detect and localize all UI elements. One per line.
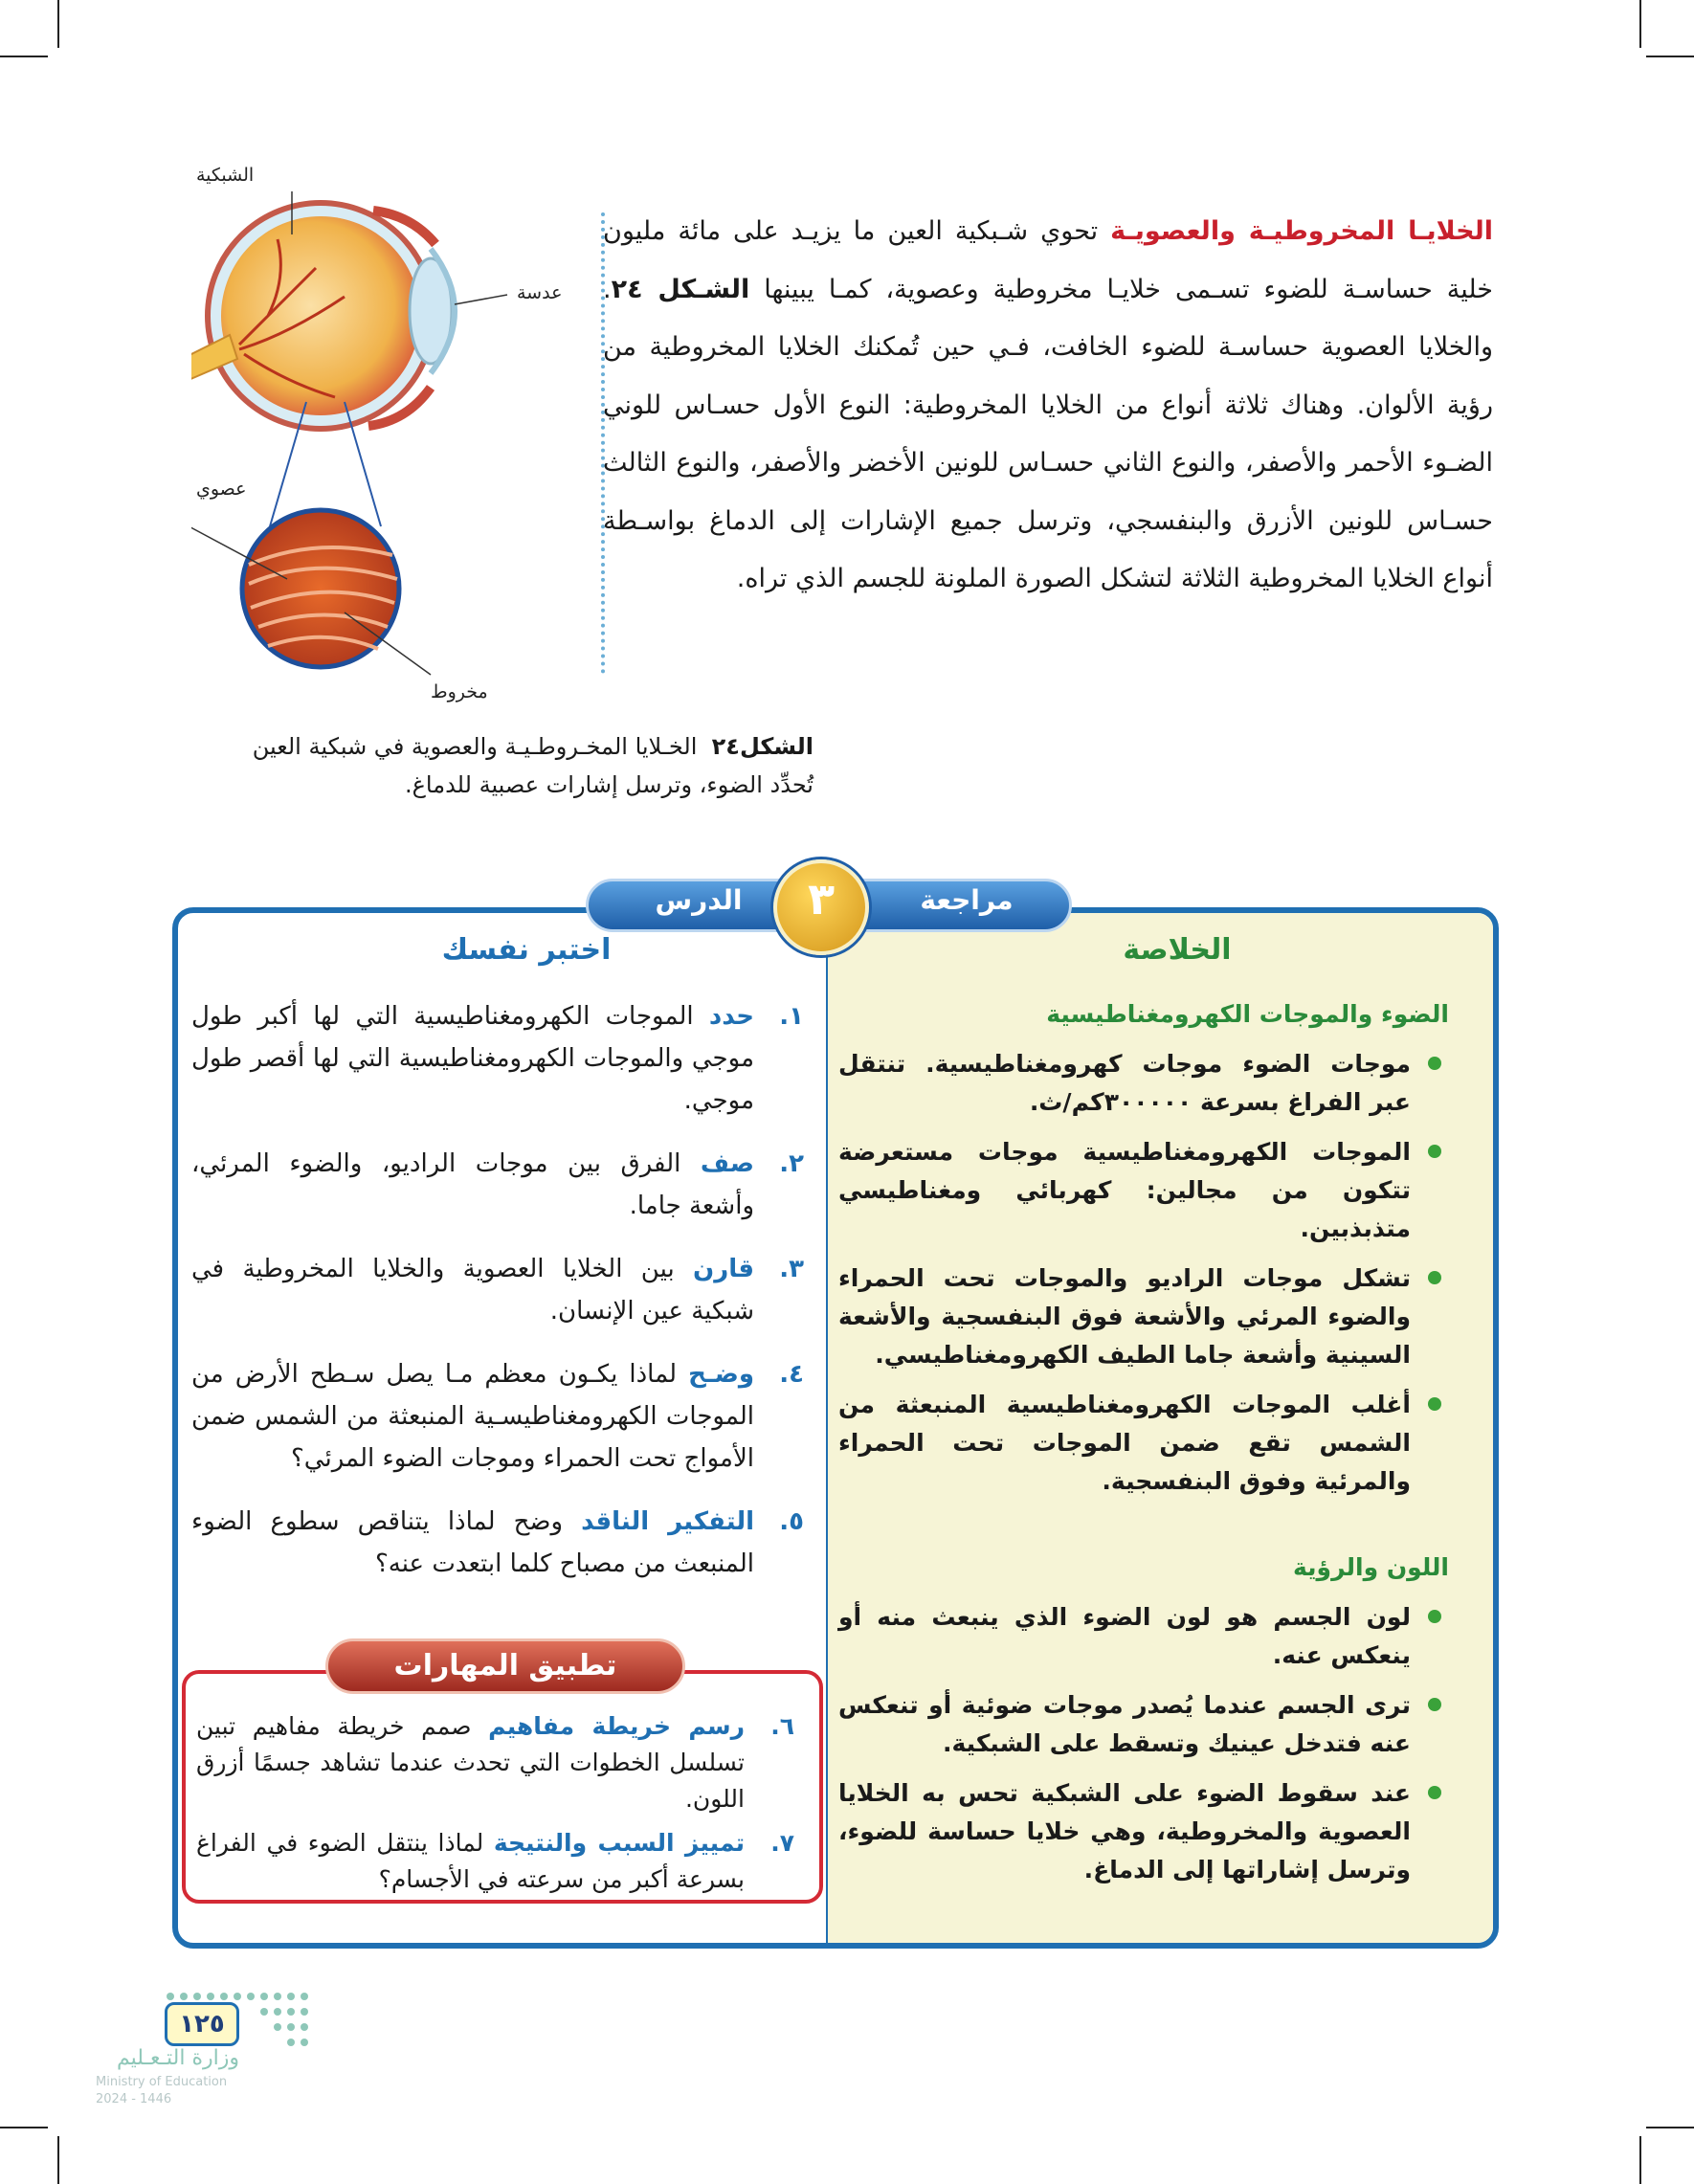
summary-title: الخلاصة: [1123, 933, 1232, 967]
question-number: ٤.: [779, 1360, 804, 1389]
list-item: عند سقوط الضوء على الشبكية تحس به الخلايا العصوية والمخروطية، وهي خلايا حساسة للضوء، وترسل إشاراتها إلى الدماغ.: [838, 1774, 1449, 1889]
self-test-title: اختبر نفسك: [441, 933, 612, 967]
skills-questions: [196, 1708, 794, 1898]
question-keyword: صف: [700, 1149, 754, 1178]
lens-pointer: [455, 295, 507, 304]
figure-caption: [239, 727, 814, 804]
summary-list-color: [838, 1598, 1449, 1901]
banner-number: ٣: [807, 873, 836, 925]
question-item: [196, 1825, 794, 1898]
column-divider: [826, 913, 828, 1943]
list-item: الموجات الكهرومغناطيسية موجات مستعرضة تتكون من مجالين: كهربائي ومغناطيسي متذبذبين.: [838, 1133, 1449, 1248]
article-figure-ref: الشـكل ٢٤: [611, 274, 750, 304]
summary-list-light: [838, 1045, 1449, 1512]
question-text: الفرق بين موجات الراديو، والضوء المرئي، وأشعة جاما.: [191, 1149, 754, 1220]
summary-section-color: اللون والرؤية: [1292, 1553, 1449, 1581]
label-lens: عدسة: [517, 282, 563, 303]
article-highlight: الخلايـا المخروطيـة والعصويـة: [1110, 216, 1493, 246]
label-retina: الشبكية: [196, 165, 255, 186]
banner-review-label: مراجعة: [920, 884, 1014, 916]
list-item: لون الجسم هو لون الضوء الذي ينبعث منه أو ينعكس عنه.: [838, 1598, 1449, 1675]
banner-lesson-label: الدرس: [655, 884, 743, 916]
article-part1: تحوي شـبكية العين ما يزيـد على مائة مليون خلية حساسـة للضوء تسـمى خلايـا مخروطية وعصوية، كمـا يبينها: [603, 216, 1493, 304]
article-paragraph: [603, 203, 1493, 609]
list-item: موجات الضوء موجات كهرومغناطيسية. تنتقل عبر الفراغ بسرعة ٣٠٠٠٠٠كم/ث.: [838, 1045, 1449, 1122]
question-text: لماذا ينتقل الضوء في الفراغ بسرعة أكبر من سرعته في الأجسام؟: [196, 1829, 745, 1893]
list-item: تشكل موجات الراديو والموجات تحت الحمراء والضوء المرئي والأشعة فوق البنفسجية والأشعة السينية وأشعة جاما الطيف الكهرومغناطيسي.: [838, 1259, 1449, 1374]
question-item: [191, 1501, 804, 1585]
page-number: ١٢٥: [165, 2002, 239, 2046]
list-item: ترى الجسم عندما يُصدر موجات ضوئية أو تنعكس عنه فتدخل عينيك وتسقط على الشبكية.: [838, 1686, 1449, 1763]
question-text: الموجات الكهرومغناطيسية التي لها أكبر طول موجي والموجات الكهرومغناطيسية التي لها أقصر طول موجي.: [191, 1002, 754, 1115]
question-keyword: رسم خريطة مفاهيم: [488, 1712, 745, 1740]
label-cone: مخروط: [431, 681, 488, 702]
skills-title: تطبيق المهارات: [325, 1638, 685, 1694]
question-text: صمم خريطة مفاهيم تبين تسلسل الخطوات التي تحدث عندما تشاهد جسمًا أزرق اللون.: [196, 1712, 745, 1813]
question-text: بين الخلايا العصوية والخلايا المخروطية في شبكية عين الإنسان.: [191, 1255, 754, 1326]
question-item: [191, 1143, 804, 1227]
question-item: [191, 995, 804, 1122]
question-keyword: التفكير الناقد: [581, 1507, 754, 1536]
question-item: [191, 1248, 804, 1332]
retina: [221, 216, 420, 415]
question-text: وضح لماذا يتناقص سطوع الضوء المنبعث من مصباح كلما ابتعدت عنه؟: [191, 1507, 754, 1578]
question-keyword: قارن: [693, 1255, 754, 1283]
question-item: [196, 1708, 794, 1817]
article-part2: . والخلايا العصوية حساسـة للضوء الخافت، فـي حين تُمكنك الخلايا المخروطية من رؤية الألوان. وهناك ثلاثة أنواع من الخلايا المخروطية: النوع الأول حسـاس للوني الضـوء الأحمر والأصفر، والنوع الثاني حسـاس للونين الأخضر والأصفر، والنوع الثالث حسـاس للونين الأزرق والبنفسجي، وترسل جميع الإشارات إلى الدماغ بواسـطة أنواع الخلايا المخروطية الثلاثة لتشكل الصورة الملونة للجسم الذي تراه.: [603, 274, 1493, 593]
question-number: ٥.: [779, 1507, 804, 1536]
question-keyword: تمييز السبب والنتيجة: [493, 1829, 745, 1857]
question-number: ٦.: [770, 1712, 794, 1740]
question-text: لماذا يكـون معظم مـا يصل سـطح الأرض من الموجات الكهرومغناطيسـية المنبعثة من الشمس ضمن الأمواج تحت الحمراء وموجات الضوء المرئي؟: [191, 1360, 754, 1473]
question-number: ٣.: [779, 1255, 804, 1283]
question-number: ١.: [779, 1002, 804, 1031]
ministry-name-ar: وزارة التـعـليم: [116, 2046, 239, 2070]
edition-year: 2024 - 1446: [96, 2092, 172, 2106]
retina-closeup: [242, 510, 399, 667]
ministry-name-en: Ministry of Education: [96, 2075, 228, 2089]
question-keyword: وضـح: [688, 1360, 754, 1389]
list-item: أغلب الموجات الكهرومغناطيسية المنبعثة من الشمس تقع ضمن الموجات تحت الحمراء والمرئية وفوق البنفسجية.: [838, 1386, 1449, 1501]
question-number: ٢.: [779, 1149, 804, 1178]
self-test-questions: [191, 995, 804, 1585]
question-item: [191, 1353, 804, 1480]
summary-section-light: الضوء والموجات الكهرومغناطيسية: [1046, 1000, 1449, 1028]
question-number: ٧.: [770, 1829, 794, 1857]
caption-text: الخـلايا المخـروطـيـة والعصوية في شبكية العين تُحدِّد الضوء، وترسل إشارات عصبية للدماغ.: [252, 733, 814, 798]
eye-diagram: [191, 191, 536, 727]
label-rod: عصوي: [196, 479, 247, 500]
caption-figure-number: الشكل٢٤: [711, 733, 814, 760]
question-keyword: حدد: [708, 1002, 754, 1031]
